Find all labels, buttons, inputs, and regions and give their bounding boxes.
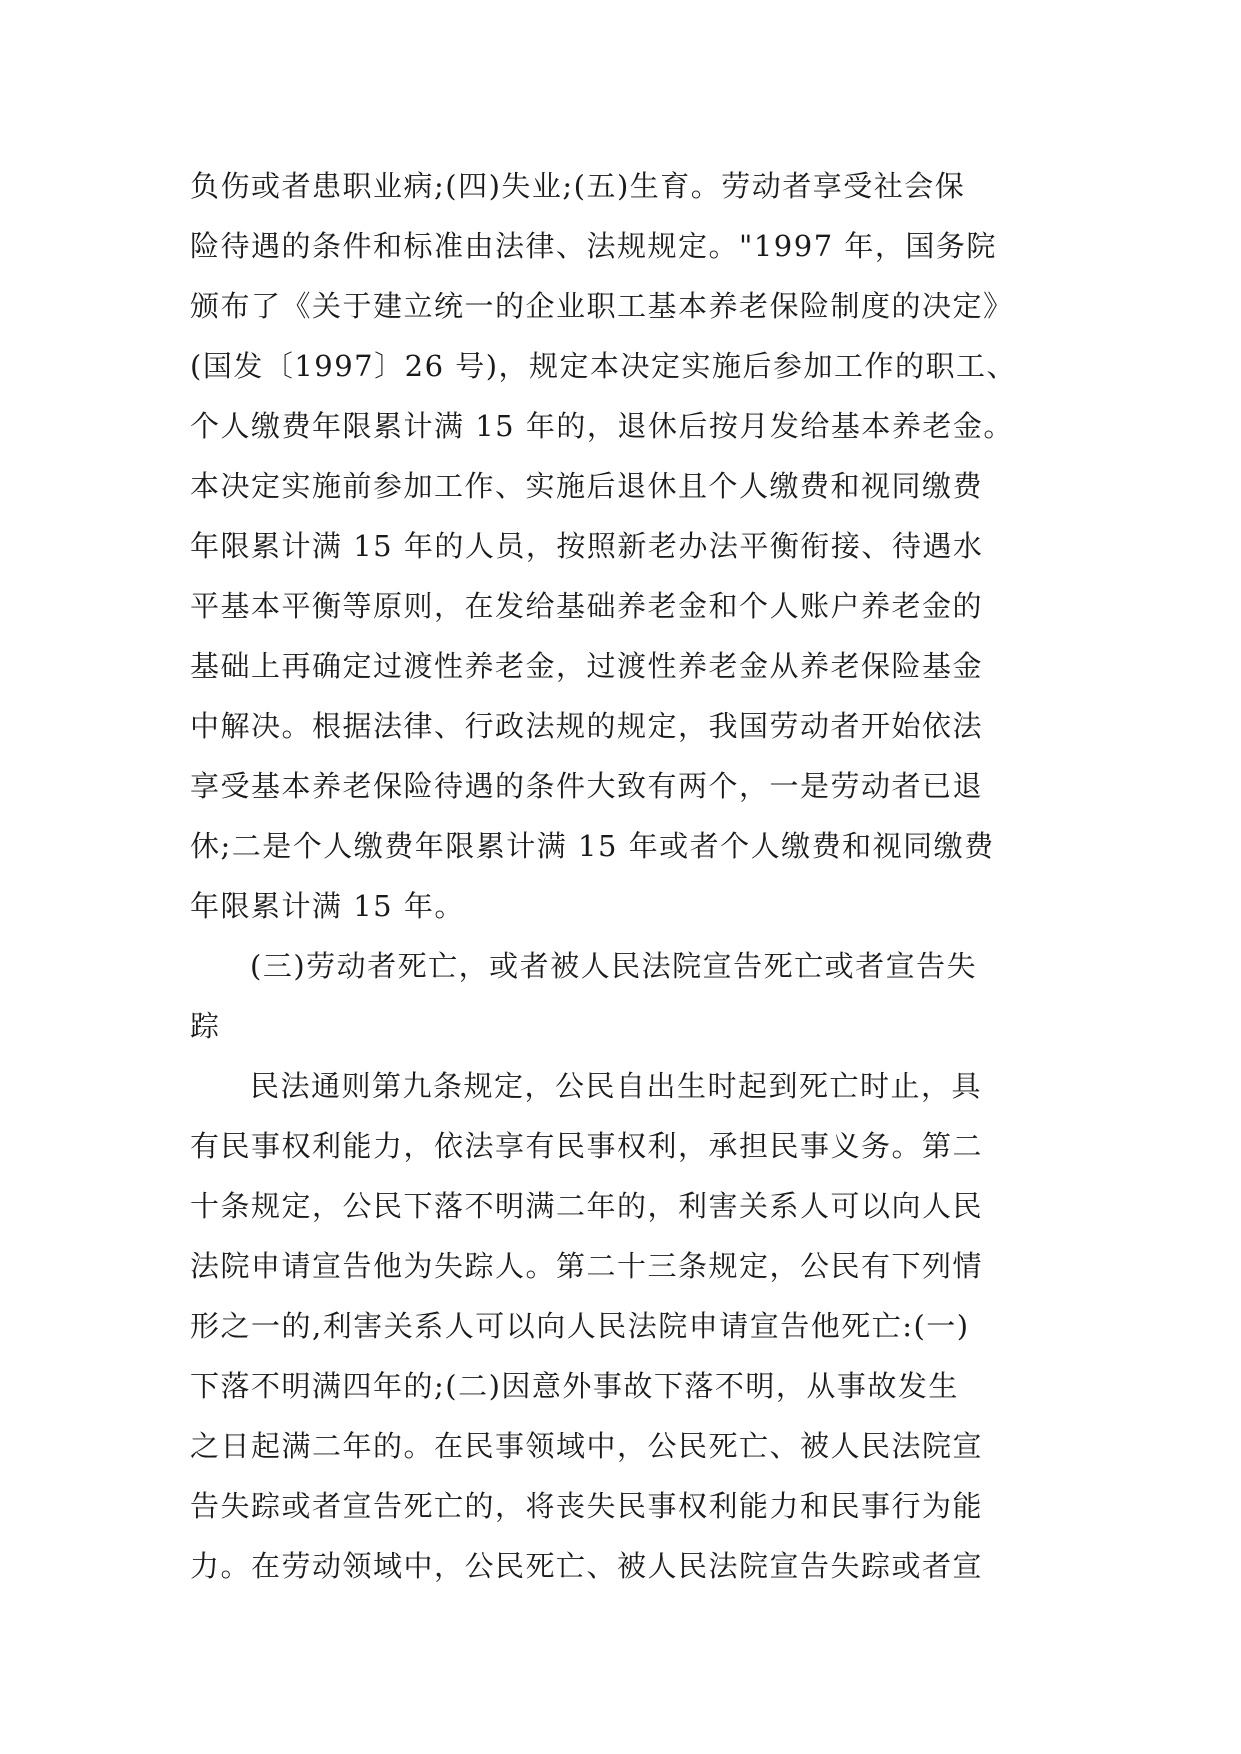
text-line: 负伤或者患职业病;(四)失业;(五)生育。劳动者享受社会保 [190, 169, 966, 203]
text-line: 颁布了《关于建立统一的企业职工基本养老保险制度的决定》 [190, 289, 1014, 323]
text-line: 年限累计满 15 年的人员，按照新老办法平衡衔接、待遇水 [190, 529, 984, 563]
section-heading-line: 踪 [190, 1009, 221, 1043]
text-line: 休;二是个人缴费年限累计满 15 年或者个人缴费和视同缴费 [190, 829, 995, 863]
text-line: 中解决。根据法律、行政法规的规定，我国劳动者开始依法 [190, 709, 984, 743]
text-line: 十条规定，公民下落不明满二年的，利害关系人可以向人民 [190, 1189, 984, 1223]
text-line: 告失踪或者宣告死亡的，将丧失民事权利能力和民事行为能 [190, 1489, 984, 1523]
text-line: 之日起满二年的。在民事领域中，公民死亡、被人民法院宣 [190, 1429, 984, 1463]
section-heading-line: (三)劳动者死亡，或者被人民法院宣告死亡或者宣告失 [250, 949, 978, 983]
text-line: 年限累计满 15 年。 [190, 889, 465, 923]
text-line: 本决定实施前参加工作、实施后退休且个人缴费和视同缴费 [190, 469, 984, 503]
text-line: 形之一的,利害关系人可以向人民法院申请宣告他死亡:(一) [190, 1309, 970, 1343]
text-line: 个人缴费年限累计满 15 年的，退休后按月发给基本养老金。 [190, 409, 1014, 443]
text-line: (国发〔1997〕26 号)，规定本决定实施后参加工作的职工、 [190, 349, 1018, 383]
text-line: 有民事权利能力，依法享有民事权利，承担民事义务。第二 [190, 1129, 984, 1163]
text-line: 力。在劳动领域中，公民死亡、被人民法院宣告失踪或者宣 [190, 1549, 984, 1583]
text-line: 法院申请宣告他为失踪人。第二十三条规定，公民有下列情 [190, 1249, 984, 1283]
text-line: 享受基本养老保险待遇的条件大致有两个，一是劳动者已退 [190, 769, 984, 803]
text-line: 平基本平衡等原则，在发给基础养老金和个人账户养老金的 [190, 589, 984, 623]
text-line: 险待遇的条件和标准由法律、法规规定。"1997 年，国务院 [190, 229, 997, 263]
text-line: 下落不明满四年的;(二)因意外事故下落不明，从事故发生 [190, 1369, 959, 1403]
text-line: 民法通则第九条规定，公民自出生时起到死亡时止，具 [250, 1069, 983, 1103]
body-text [190, 156, 1090, 1596]
text-line: 基础上再确定过渡性养老金，过渡性养老金从养老保险基金 [190, 649, 984, 683]
